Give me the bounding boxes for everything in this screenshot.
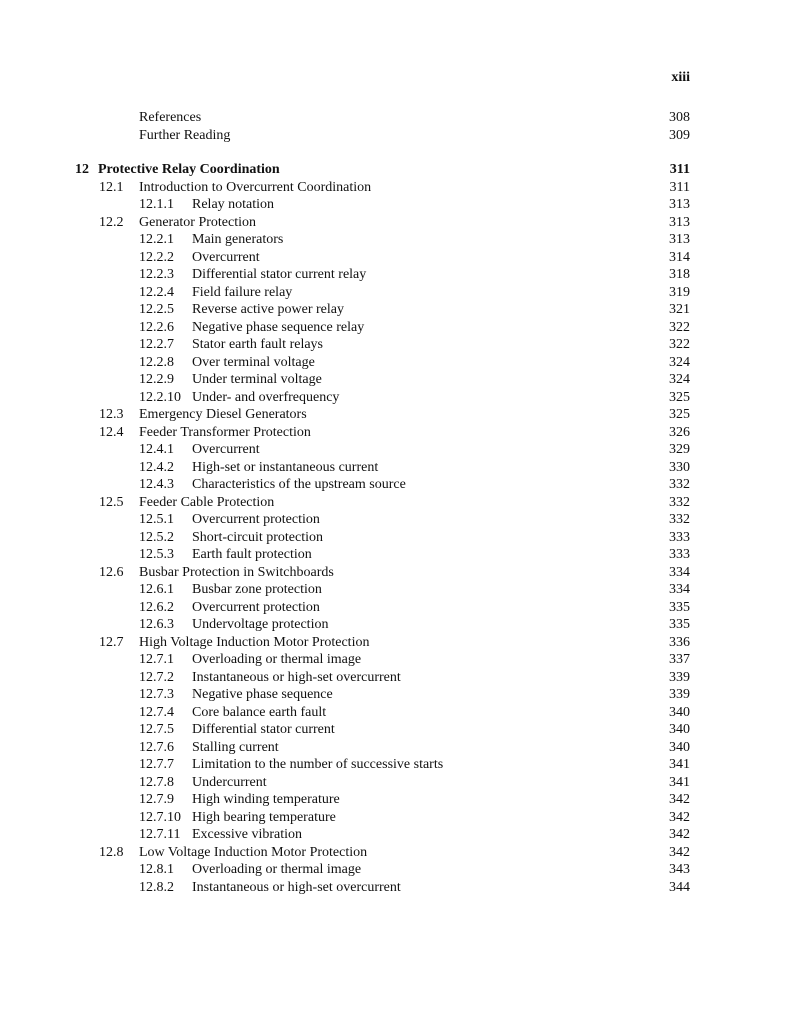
- toc-entry-title: Overcurrent: [192, 442, 260, 457]
- toc-entry-page: 343: [669, 862, 690, 877]
- toc-entry-chapter: [0, 161, 786, 179]
- toc-entry-number: 12.4: [99, 424, 124, 440]
- toc-entry-subsection: [0, 581, 786, 599]
- toc-entry-page: 325: [669, 389, 690, 405]
- toc-entry-title: Overcurrent protection: [192, 512, 320, 527]
- toc-entry-page: 309: [669, 127, 690, 143]
- toc-entry-subsection: [0, 704, 786, 722]
- toc-entry-title: Stalling current: [192, 739, 279, 755]
- toc-entry-number: 12.5.2: [139, 529, 174, 545]
- toc-entry-subsection: [0, 721, 786, 739]
- toc-entry-subsection: [0, 669, 786, 687]
- toc-entry-subsection: [0, 686, 786, 704]
- toc-entry-title: Undercurrent: [192, 774, 267, 790]
- toc-entry-title: Earth fault protection: [192, 547, 312, 562]
- toc-entry-number: 12: [75, 162, 89, 177]
- toc-entry-subsection: [0, 196, 786, 214]
- toc-entry-number: 12.2.3: [139, 267, 174, 282]
- toc-entry-subsection: [0, 301, 786, 319]
- toc-entry-page: 342: [669, 792, 690, 807]
- toc-entry-page: 334: [669, 564, 690, 580]
- toc-entry-page: 340: [669, 722, 690, 737]
- toc-entry-title: Overloading or thermal image: [192, 862, 362, 877]
- toc-entry-page: 342: [669, 844, 690, 860]
- toc-entry-subsection: [0, 879, 786, 897]
- toc-entry-subsection: [0, 791, 786, 809]
- toc-entry-page: 333: [669, 529, 690, 545]
- toc-entry-page: 332: [669, 512, 690, 527]
- toc-entry-page: 324: [669, 372, 690, 387]
- toc-entry-page: 332: [669, 494, 690, 510]
- toc-entry-number: 12.7.7: [139, 757, 174, 772]
- toc-entry-subsection: [0, 546, 786, 564]
- toc-entry-subsection: [0, 319, 786, 337]
- toc-entry-number: 12.1: [99, 179, 124, 195]
- toc-entry-number: 12.4.1: [139, 442, 174, 457]
- toc-entry-subsection: [0, 599, 786, 617]
- toc-entry-page: 330: [669, 459, 690, 475]
- toc-entry-subsection: [0, 616, 786, 634]
- toc-entry-subsection: [0, 861, 786, 879]
- toc-entry-page: 340: [669, 739, 690, 755]
- toc-entry-page: 311: [669, 162, 690, 177]
- toc-entry-page: 313: [669, 214, 690, 230]
- toc-entry-number: 12.2.9: [139, 372, 174, 387]
- toc-entry-title: Protective Relay Coordination: [98, 162, 280, 177]
- toc-entry-number: 12.7.11: [139, 827, 181, 842]
- toc-entry-number: 12.5: [99, 494, 124, 510]
- toc-entry-title: Reverse active power relay: [192, 302, 344, 317]
- toc-entry-page: 335: [669, 617, 690, 632]
- toc-entry-subsection: [0, 476, 786, 494]
- toc-entry-plain: [0, 109, 786, 127]
- toc-entry-title: Excessive vibration: [192, 827, 303, 842]
- toc-entry-title: Feeder Transformer Protection: [139, 424, 311, 440]
- toc-entry-page: 318: [669, 267, 690, 282]
- toc-entry-page: 322: [669, 319, 690, 335]
- toc-entry-title: Field failure relay: [192, 284, 293, 300]
- toc-entry-title: Differential stator current relay: [192, 267, 367, 282]
- toc-entry-title: Negative phase sequence relay: [192, 319, 365, 335]
- toc-entry-title: Overcurrent: [192, 249, 260, 265]
- toc-entry-subsection: [0, 756, 786, 774]
- toc-entry-number: 12.3: [99, 407, 124, 422]
- toc-entry-number: 12.7.9: [139, 792, 174, 807]
- toc-entry-title: Overloading or thermal image: [192, 652, 362, 667]
- toc-entry-number: 12.4.2: [139, 459, 174, 475]
- toc-entry-number: 12.2.10: [139, 389, 181, 405]
- toc-entry-title: Relay notation: [192, 197, 275, 212]
- toc-entry-number: 12.2.5: [139, 302, 174, 317]
- toc-entry-section: [0, 179, 786, 197]
- toc-entry-page: 324: [669, 354, 690, 370]
- toc-entry-subsection: [0, 249, 786, 267]
- toc-entry-title: Further Reading: [139, 127, 231, 143]
- toc-entry-title: High winding temperature: [192, 792, 340, 807]
- toc-entry-page: 341: [669, 757, 690, 772]
- toc-entry-subsection: [0, 284, 786, 302]
- toc-entry-title: High-set or instantaneous current: [192, 459, 379, 475]
- toc-entry-page: 313: [669, 197, 690, 212]
- toc-entry-subsection: [0, 389, 786, 407]
- toc-entry-title: Main generators: [192, 232, 284, 247]
- toc-entry-page: 336: [669, 634, 690, 650]
- toc-entry-number: 12.7.5: [139, 722, 174, 737]
- toc-entry-subsection: [0, 371, 786, 389]
- toc-entry-title: References: [139, 110, 202, 125]
- toc-entry-number: 12.2.7: [139, 337, 174, 352]
- toc-entry-page: 322: [669, 337, 690, 352]
- toc-entry-number: 12.5.3: [139, 547, 174, 562]
- toc-entry-subsection: [0, 651, 786, 669]
- toc-entry-title: Limitation to the number of successive starts: [192, 757, 444, 772]
- toc-entry-page: 339: [669, 669, 690, 685]
- toc-entry-title: Short-circuit protection: [192, 529, 324, 545]
- toc-entry-number: 12.6.3: [139, 617, 174, 632]
- toc-entry-number: 12.7.10: [139, 809, 181, 825]
- toc-entry-page: 337: [669, 652, 690, 667]
- toc-entry-title: High Voltage Induction Motor Protection: [139, 634, 370, 650]
- toc-entry-page: 325: [669, 407, 690, 422]
- toc-entry-number: 12.1.1: [139, 197, 174, 212]
- toc-entry-number: 12.8.1: [139, 862, 174, 877]
- toc-entry-subsection: [0, 441, 786, 459]
- toc-entry-page: 319: [669, 284, 690, 300]
- toc-entry-page: 342: [669, 827, 690, 842]
- toc-entry-subsection: [0, 511, 786, 529]
- toc-entry-title: Busbar zone protection: [192, 582, 322, 597]
- toc-entry-number: 12.2: [99, 214, 124, 230]
- toc-entry-number: 12.7.2: [139, 669, 174, 685]
- toc-entry-subsection: [0, 459, 786, 477]
- toc-entry-page: 314: [669, 249, 690, 265]
- toc-entry-section: [0, 494, 786, 512]
- toc-entry-page: 342: [669, 809, 690, 825]
- toc-entry-page: 332: [669, 477, 690, 492]
- toc-entry-title: Busbar Protection in Switchboards: [139, 564, 334, 580]
- toc-entry-page: 339: [669, 687, 690, 702]
- toc-entry-number: 12.6: [99, 564, 124, 580]
- toc-entry-section: [0, 564, 786, 582]
- toc-entry-number: 12.4.3: [139, 477, 174, 492]
- toc-entry-title: Instantaneous or high-set overcurrent: [192, 879, 401, 895]
- toc-entry-section: [0, 406, 786, 424]
- toc-entry-title: Under- and overfrequency: [192, 389, 340, 405]
- toc-entry-number: 12.7.4: [139, 704, 174, 720]
- toc-entry-number: 12.2.6: [139, 319, 174, 335]
- toc-entry-page: 344: [669, 879, 690, 895]
- toc-entry-section: [0, 424, 786, 442]
- toc-entry-title: Overcurrent protection: [192, 599, 320, 615]
- toc-entry-title: High bearing temperature: [192, 809, 336, 825]
- toc-entry-number: 12.7.8: [139, 774, 174, 790]
- toc-entry-page: 313: [669, 232, 690, 247]
- toc-entry-number: 12.5.1: [139, 512, 174, 527]
- toc-entry-page: 335: [669, 599, 690, 615]
- toc-entry-subsection: [0, 739, 786, 757]
- toc-entry-page: 340: [669, 704, 690, 720]
- toc-entry-title: Undervoltage protection: [192, 617, 329, 632]
- toc-entry-number: 12.7.6: [139, 739, 174, 755]
- toc-entry-title: Feeder Cable Protection: [139, 494, 275, 510]
- toc-entry-page: 341: [669, 774, 690, 790]
- toc-entry-subsection: [0, 774, 786, 792]
- toc-entry-title: Stator earth fault relays: [192, 337, 324, 352]
- toc-entry-subsection: [0, 529, 786, 547]
- toc-entry-title: Over terminal voltage: [192, 354, 315, 370]
- toc-entry-subsection: [0, 354, 786, 372]
- toc-entry-title: Emergency Diesel Generators: [139, 407, 307, 422]
- toc-entry-number: 12.6.2: [139, 599, 174, 615]
- toc-entry-section: [0, 214, 786, 232]
- toc-entry-subsection: [0, 809, 786, 827]
- toc-entry-number: 12.6.1: [139, 582, 174, 597]
- toc-entry-page: 321: [669, 302, 690, 317]
- toc-entry-page: 311: [669, 179, 690, 195]
- toc-entry-title: Differential stator current: [192, 722, 335, 737]
- toc-entry-section: [0, 844, 786, 862]
- toc-entry-number: 12.2.1: [139, 232, 174, 247]
- toc-entry-title: Characteristics of the upstream source: [192, 477, 406, 492]
- toc-entry-page: 329: [669, 442, 690, 457]
- toc-entry-page: 326: [669, 424, 690, 440]
- toc-entry-number: 12.2.2: [139, 249, 174, 265]
- toc-entry-title: Negative phase sequence: [192, 687, 333, 702]
- toc-entry-subsection: [0, 231, 786, 249]
- toc-entry-number: 12.7.3: [139, 687, 174, 702]
- toc-entry-page: 308: [669, 110, 690, 125]
- toc-entry-number: 12.8.2: [139, 879, 174, 895]
- toc-entry-subsection: [0, 826, 786, 844]
- toc-entry-number: 12.2.4: [139, 284, 174, 300]
- page-number: xiii: [671, 70, 690, 85]
- toc-entry-title: Instantaneous or high-set overcurrent: [192, 669, 401, 685]
- toc-entry-title: Core balance earth fault: [192, 704, 327, 720]
- toc-entry-page: 333: [669, 547, 690, 562]
- toc-entry-subsection: [0, 336, 786, 354]
- toc-entry-subsection: [0, 266, 786, 284]
- toc-entry-section: [0, 634, 786, 652]
- toc-entry-number: 12.2.8: [139, 354, 174, 370]
- toc-entry-page: 334: [669, 582, 690, 597]
- toc-entry-number: 12.7.1: [139, 652, 174, 667]
- toc-entry-title: Generator Protection: [139, 214, 257, 230]
- toc-entry-plain: [0, 127, 786, 145]
- toc-entry-title: Low Voltage Induction Motor Protection: [139, 844, 368, 860]
- toc-entry-number: 12.8: [99, 844, 124, 860]
- toc-entry-title: Under terminal voltage: [192, 372, 322, 387]
- toc-entry-title: Introduction to Overcurrent Coordination: [139, 179, 372, 195]
- toc-entry-number: 12.7: [99, 634, 124, 650]
